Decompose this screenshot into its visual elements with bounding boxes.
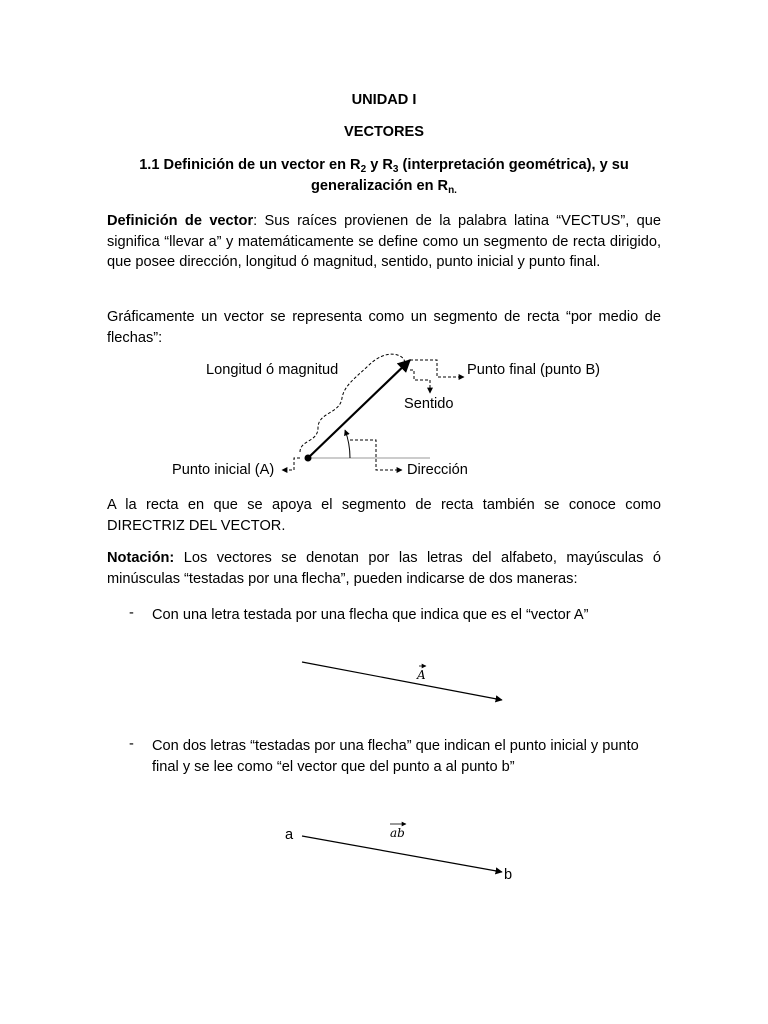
notation-term: Notación: xyxy=(107,550,175,566)
section-heading-line2-text: generalización en R xyxy=(311,178,449,194)
sense-connector xyxy=(410,370,430,393)
example2-start-label: a xyxy=(285,827,294,843)
initial-point-dot xyxy=(305,455,312,462)
section-heading-subn: n. xyxy=(448,185,457,196)
example2-label: ab xyxy=(390,826,405,840)
section-heading-part1: 1.1 Definición de un vector en R xyxy=(139,157,361,173)
direction-label: Dirección xyxy=(407,462,468,478)
unit-heading: UNIDAD I xyxy=(351,92,417,108)
notation-paragraph xyxy=(107,548,661,589)
end-point-connector xyxy=(410,360,464,377)
example2-vector-arrow xyxy=(302,836,502,872)
example1-vector-arrow xyxy=(302,662,502,700)
bullet2-dash: - xyxy=(129,736,134,752)
example2-end-label: b xyxy=(504,867,513,883)
section-heading-sub3: 3 xyxy=(392,164,399,175)
section-heading-sub2: 2 xyxy=(360,164,367,175)
graphic-intro-paragraph: Gráficamente un vector se representa como un segmento de recta “por medio de flechas”: xyxy=(107,309,661,346)
end-point-label: Punto final (punto B) xyxy=(467,362,601,378)
definition-text: : Sus raíces provienen de la palabra latina “VECTUS”, que significa “llevar a” y matemáticamente se define como un segmento de recta dirigido, que posee dirección, longitud ó magnitud, sentido, punto inicial y punto final. xyxy=(107,213,662,270)
directriz-paragraph: A la recta en que se apoya el segmento de recta también se conoce como DIRECTRIZ DEL VECTOR. xyxy=(107,497,661,534)
start-point-label: Punto inicial (A) xyxy=(172,462,275,478)
definition-term: Definición de vector xyxy=(107,213,254,229)
section-heading-part2: y R xyxy=(366,157,393,173)
bullet2-text: Con dos letras “testadas por una flecha” que indican el punto inicial y punto final y se lee como “el vector que del punto a al punto b” xyxy=(152,738,639,775)
magnitude-label: Longitud ó magnitud xyxy=(206,362,339,378)
bullet1-text: Con una letra testada por una flecha que indica que es el “vector A” xyxy=(152,607,589,623)
bullet1-dash: - xyxy=(129,605,134,621)
start-point-connector xyxy=(282,458,300,470)
example1-label: A xyxy=(417,668,426,682)
angle-arc xyxy=(345,430,350,458)
direction-connector xyxy=(350,440,402,470)
sense-label: Sentido xyxy=(404,396,454,412)
title-heading: VECTORES xyxy=(343,124,425,140)
section-heading-part3: (interpretación geométrica), y su xyxy=(398,157,629,173)
notation-text: Los vectores se denotan por las letras del alfabeto, mayúsculas ó minúsculas “testadas por una flecha”, pueden indicarse de dos maneras: xyxy=(107,550,661,587)
